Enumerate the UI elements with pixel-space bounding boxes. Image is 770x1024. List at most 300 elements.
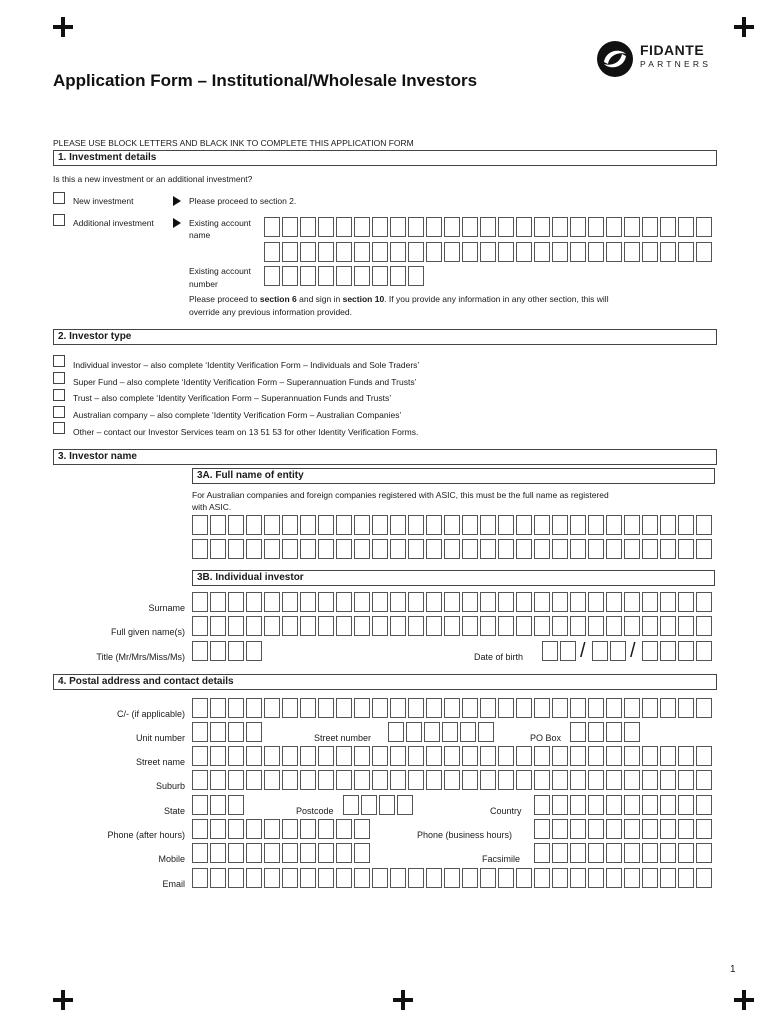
character-box[interactable]: [462, 242, 478, 262]
character-box[interactable]: [282, 515, 298, 535]
character-box[interactable]: [660, 592, 676, 612]
character-box[interactable]: [678, 515, 694, 535]
character-box[interactable]: [228, 795, 244, 815]
character-box[interactable]: [542, 641, 558, 661]
character-box[interactable]: [678, 592, 694, 612]
character-box[interactable]: [516, 592, 532, 612]
character-box[interactable]: [498, 746, 514, 766]
character-box[interactable]: [570, 868, 586, 888]
character-box[interactable]: [444, 242, 460, 262]
character-box[interactable]: [264, 868, 280, 888]
character-box[interactable]: [210, 843, 226, 863]
dob-month-boxes[interactable]: [592, 641, 628, 661]
character-box[interactable]: [228, 539, 244, 559]
character-box[interactable]: [534, 868, 550, 888]
surname-boxes[interactable]: [192, 592, 714, 612]
character-box[interactable]: [318, 266, 334, 286]
character-box[interactable]: [192, 515, 208, 535]
character-box[interactable]: [354, 770, 370, 790]
character-box[interactable]: [426, 868, 442, 888]
character-box[interactable]: [264, 698, 280, 718]
character-box[interactable]: [300, 592, 316, 612]
character-box[interactable]: [408, 746, 424, 766]
state-boxes[interactable]: [192, 795, 246, 815]
character-box[interactable]: [516, 515, 532, 535]
character-box[interactable]: [552, 698, 568, 718]
character-box[interactable]: [246, 592, 262, 612]
character-box[interactable]: [390, 698, 406, 718]
character-box[interactable]: [408, 217, 424, 237]
character-box[interactable]: [192, 795, 208, 815]
character-box[interactable]: [624, 795, 640, 815]
character-box[interactable]: [462, 217, 478, 237]
character-box[interactable]: [444, 217, 460, 237]
character-box[interactable]: [660, 819, 676, 839]
character-box[interactable]: [210, 539, 226, 559]
character-box[interactable]: [390, 242, 406, 262]
character-box[interactable]: [696, 616, 712, 636]
character-box[interactable]: [534, 819, 550, 839]
character-box[interactable]: [192, 592, 208, 612]
character-box[interactable]: [336, 746, 352, 766]
character-box[interactable]: [570, 539, 586, 559]
character-box[interactable]: [336, 242, 352, 262]
character-box[interactable]: [498, 616, 514, 636]
character-box[interactable]: [480, 616, 496, 636]
character-box[interactable]: [192, 843, 208, 863]
street-name-boxes[interactable]: [192, 746, 714, 766]
character-box[interactable]: [696, 868, 712, 888]
character-box[interactable]: [354, 539, 370, 559]
character-box[interactable]: [570, 770, 586, 790]
investor-type-other-checkbox[interactable]: [53, 422, 65, 434]
character-box[interactable]: [264, 592, 280, 612]
facsimile-boxes[interactable]: [534, 843, 714, 863]
character-box[interactable]: [534, 616, 550, 636]
character-box[interactable]: [534, 795, 550, 815]
character-box[interactable]: [642, 843, 658, 863]
po-box-boxes[interactable]: [570, 722, 642, 742]
character-box[interactable]: [498, 539, 514, 559]
character-box[interactable]: [462, 698, 478, 718]
character-box[interactable]: [606, 722, 622, 742]
character-box[interactable]: [552, 539, 568, 559]
character-box[interactable]: [264, 770, 280, 790]
character-box[interactable]: [696, 770, 712, 790]
character-box[interactable]: [444, 592, 460, 612]
character-box[interactable]: [606, 843, 622, 863]
character-box[interactable]: [570, 616, 586, 636]
character-box[interactable]: [570, 592, 586, 612]
character-box[interactable]: [444, 746, 460, 766]
character-box[interactable]: [678, 539, 694, 559]
character-box[interactable]: [408, 616, 424, 636]
character-box[interactable]: [282, 843, 298, 863]
character-box[interactable]: [552, 515, 568, 535]
character-box[interactable]: [300, 770, 316, 790]
character-box[interactable]: [480, 698, 496, 718]
character-box[interactable]: [336, 217, 352, 237]
character-box[interactable]: [642, 515, 658, 535]
character-box[interactable]: [498, 217, 514, 237]
mobile-boxes[interactable]: [192, 843, 372, 863]
character-box[interactable]: [192, 641, 208, 661]
character-box[interactable]: [228, 868, 244, 888]
character-box[interactable]: [372, 746, 388, 766]
character-box[interactable]: [570, 722, 586, 742]
character-box[interactable]: [606, 868, 622, 888]
character-box[interactable]: [336, 868, 352, 888]
character-box[interactable]: [246, 698, 262, 718]
character-box[interactable]: [570, 515, 586, 535]
character-box[interactable]: [588, 698, 604, 718]
character-box[interactable]: [318, 217, 334, 237]
character-box[interactable]: [300, 868, 316, 888]
character-box[interactable]: [318, 746, 334, 766]
character-box[interactable]: [210, 795, 226, 815]
character-box[interactable]: [300, 266, 316, 286]
character-box[interactable]: [264, 746, 280, 766]
character-box[interactable]: [696, 819, 712, 839]
character-box[interactable]: [588, 843, 604, 863]
character-box[interactable]: [696, 795, 712, 815]
character-box[interactable]: [354, 819, 370, 839]
character-box[interactable]: [282, 770, 298, 790]
character-box[interactable]: [426, 698, 442, 718]
character-box[interactable]: [624, 770, 640, 790]
character-box[interactable]: [192, 746, 208, 766]
character-box[interactable]: [570, 795, 586, 815]
character-box[interactable]: [246, 616, 262, 636]
character-box[interactable]: [516, 242, 532, 262]
character-box[interactable]: [660, 539, 676, 559]
character-box[interactable]: [606, 819, 622, 839]
character-box[interactable]: [354, 698, 370, 718]
character-box[interactable]: [354, 217, 370, 237]
character-box[interactable]: [300, 217, 316, 237]
character-box[interactable]: [624, 217, 640, 237]
character-box[interactable]: [192, 770, 208, 790]
character-box[interactable]: [570, 819, 586, 839]
character-box[interactable]: [390, 266, 406, 286]
character-box[interactable]: [300, 515, 316, 535]
character-box[interactable]: [192, 722, 208, 742]
character-box[interactable]: [696, 515, 712, 535]
character-box[interactable]: [426, 539, 442, 559]
character-box[interactable]: [480, 746, 496, 766]
character-box[interactable]: [444, 868, 460, 888]
character-box[interactable]: [606, 592, 622, 612]
character-box[interactable]: [570, 242, 586, 262]
character-box[interactable]: [478, 722, 494, 742]
character-box[interactable]: [498, 242, 514, 262]
character-box[interactable]: [318, 819, 334, 839]
character-box[interactable]: [624, 616, 640, 636]
investor-type-individual-checkbox[interactable]: [53, 355, 65, 367]
character-box[interactable]: [642, 242, 658, 262]
character-box[interactable]: [624, 515, 640, 535]
character-box[interactable]: [534, 746, 550, 766]
character-box[interactable]: [246, 770, 262, 790]
character-box[interactable]: [480, 242, 496, 262]
character-box[interactable]: [318, 616, 334, 636]
character-box[interactable]: [624, 722, 640, 742]
character-box[interactable]: [336, 266, 352, 286]
character-box[interactable]: [462, 868, 478, 888]
character-box[interactable]: [397, 795, 413, 815]
character-box[interactable]: [462, 746, 478, 766]
character-box[interactable]: [282, 868, 298, 888]
character-box[interactable]: [336, 698, 352, 718]
investor-type-trust-checkbox[interactable]: [53, 389, 65, 401]
character-box[interactable]: [210, 868, 226, 888]
character-box[interactable]: [300, 746, 316, 766]
character-box[interactable]: [462, 616, 478, 636]
character-box[interactable]: [642, 819, 658, 839]
character-box[interactable]: [192, 698, 208, 718]
dob-day-boxes[interactable]: [542, 641, 578, 661]
character-box[interactable]: [588, 539, 604, 559]
character-box[interactable]: [372, 616, 388, 636]
character-box[interactable]: [192, 539, 208, 559]
character-box[interactable]: [282, 592, 298, 612]
character-box[interactable]: [246, 868, 262, 888]
character-box[interactable]: [660, 843, 676, 863]
character-box[interactable]: [678, 746, 694, 766]
character-box[interactable]: [336, 843, 352, 863]
character-box[interactable]: [444, 539, 460, 559]
character-box[interactable]: [606, 746, 622, 766]
account-number-boxes[interactable]: [264, 266, 426, 286]
character-box[interactable]: [624, 843, 640, 863]
character-box[interactable]: [624, 539, 640, 559]
character-box[interactable]: [228, 616, 244, 636]
character-box[interactable]: [660, 641, 676, 661]
character-box[interactable]: [426, 616, 442, 636]
character-box[interactable]: [210, 819, 226, 839]
character-box[interactable]: [210, 616, 226, 636]
character-box[interactable]: [660, 515, 676, 535]
character-box[interactable]: [282, 266, 298, 286]
additional-investment-checkbox[interactable]: [53, 214, 65, 226]
character-box[interactable]: [354, 242, 370, 262]
character-box[interactable]: [246, 641, 262, 661]
character-box[interactable]: [660, 217, 676, 237]
character-box[interactable]: [592, 641, 608, 661]
character-box[interactable]: [408, 539, 424, 559]
character-box[interactable]: [300, 819, 316, 839]
character-box[interactable]: [534, 217, 550, 237]
character-box[interactable]: [642, 746, 658, 766]
character-box[interactable]: [354, 746, 370, 766]
character-box[interactable]: [642, 641, 658, 661]
character-box[interactable]: [642, 770, 658, 790]
country-boxes[interactable]: [534, 795, 714, 815]
character-box[interactable]: [552, 843, 568, 863]
phone-business-boxes[interactable]: [534, 819, 714, 839]
character-box[interactable]: [406, 722, 422, 742]
given-names-boxes[interactable]: [192, 616, 714, 636]
character-box[interactable]: [354, 843, 370, 863]
character-box[interactable]: [588, 868, 604, 888]
character-box[interactable]: [282, 616, 298, 636]
phone-after-hours-boxes[interactable]: [192, 819, 372, 839]
character-box[interactable]: [300, 843, 316, 863]
account-name-boxes-1[interactable]: [264, 217, 714, 237]
character-box[interactable]: [390, 515, 406, 535]
character-box[interactable]: [660, 698, 676, 718]
character-box[interactable]: [462, 770, 478, 790]
character-box[interactable]: [696, 698, 712, 718]
character-box[interactable]: [624, 242, 640, 262]
character-box[interactable]: [642, 539, 658, 559]
character-box[interactable]: [390, 539, 406, 559]
character-box[interactable]: [282, 242, 298, 262]
character-box[interactable]: [624, 868, 640, 888]
character-box[interactable]: [424, 722, 440, 742]
character-box[interactable]: [264, 515, 280, 535]
character-box[interactable]: [624, 698, 640, 718]
character-box[interactable]: [228, 698, 244, 718]
character-box[interactable]: [678, 843, 694, 863]
character-box[interactable]: [642, 868, 658, 888]
character-box[interactable]: [264, 843, 280, 863]
character-box[interactable]: [210, 641, 226, 661]
character-box[interactable]: [372, 242, 388, 262]
character-box[interactable]: [552, 795, 568, 815]
character-box[interactable]: [588, 746, 604, 766]
character-box[interactable]: [426, 592, 442, 612]
character-box[interactable]: [462, 515, 478, 535]
character-box[interactable]: [660, 795, 676, 815]
character-box[interactable]: [426, 217, 442, 237]
character-box[interactable]: [210, 592, 226, 612]
title-boxes[interactable]: [192, 641, 264, 661]
character-box[interactable]: [516, 217, 532, 237]
character-box[interactable]: [282, 746, 298, 766]
character-box[interactable]: [318, 843, 334, 863]
character-box[interactable]: [336, 616, 352, 636]
character-box[interactable]: [444, 770, 460, 790]
character-box[interactable]: [498, 592, 514, 612]
character-box[interactable]: [228, 515, 244, 535]
character-box[interactable]: [588, 515, 604, 535]
street-number-boxes[interactable]: [388, 722, 496, 742]
character-box[interactable]: [696, 539, 712, 559]
character-box[interactable]: [678, 868, 694, 888]
character-box[interactable]: [696, 217, 712, 237]
character-box[interactable]: [300, 616, 316, 636]
character-box[interactable]: [696, 641, 712, 661]
character-box[interactable]: [361, 795, 377, 815]
character-box[interactable]: [390, 616, 406, 636]
character-box[interactable]: [678, 217, 694, 237]
character-box[interactable]: [390, 746, 406, 766]
character-box[interactable]: [336, 770, 352, 790]
character-box[interactable]: [408, 266, 424, 286]
character-box[interactable]: [678, 819, 694, 839]
character-box[interactable]: [516, 539, 532, 559]
character-box[interactable]: [408, 592, 424, 612]
character-box[interactable]: [642, 592, 658, 612]
character-box[interactable]: [318, 242, 334, 262]
character-box[interactable]: [300, 242, 316, 262]
character-box[interactable]: [318, 698, 334, 718]
character-box[interactable]: [264, 819, 280, 839]
character-box[interactable]: [264, 539, 280, 559]
character-box[interactable]: [610, 641, 626, 661]
character-box[interactable]: [210, 722, 226, 742]
new-investment-checkbox[interactable]: [53, 192, 65, 204]
character-box[interactable]: [534, 592, 550, 612]
character-box[interactable]: [318, 515, 334, 535]
character-box[interactable]: [588, 217, 604, 237]
character-box[interactable]: [642, 795, 658, 815]
character-box[interactable]: [318, 539, 334, 559]
character-box[interactable]: [354, 515, 370, 535]
character-box[interactable]: [210, 746, 226, 766]
character-box[interactable]: [246, 843, 262, 863]
character-box[interactable]: [660, 746, 676, 766]
character-box[interactable]: [480, 539, 496, 559]
character-box[interactable]: [228, 722, 244, 742]
character-box[interactable]: [282, 217, 298, 237]
character-box[interactable]: [408, 698, 424, 718]
character-box[interactable]: [228, 819, 244, 839]
care-of-boxes[interactable]: [192, 698, 714, 718]
character-box[interactable]: [336, 592, 352, 612]
character-box[interactable]: [388, 722, 404, 742]
character-box[interactable]: [210, 698, 226, 718]
character-box[interactable]: [624, 819, 640, 839]
character-box[interactable]: [192, 819, 208, 839]
character-box[interactable]: [570, 698, 586, 718]
email-boxes[interactable]: [192, 868, 714, 888]
character-box[interactable]: [642, 616, 658, 636]
character-box[interactable]: [282, 698, 298, 718]
character-box[interactable]: [426, 242, 442, 262]
account-name-boxes-2[interactable]: [264, 242, 714, 262]
character-box[interactable]: [516, 770, 532, 790]
character-box[interactable]: [426, 746, 442, 766]
character-box[interactable]: [588, 795, 604, 815]
character-box[interactable]: [552, 616, 568, 636]
character-box[interactable]: [408, 242, 424, 262]
character-box[interactable]: [372, 592, 388, 612]
character-box[interactable]: [336, 539, 352, 559]
character-box[interactable]: [246, 722, 262, 742]
character-box[interactable]: [372, 868, 388, 888]
character-box[interactable]: [372, 217, 388, 237]
character-box[interactable]: [300, 539, 316, 559]
character-box[interactable]: [264, 217, 280, 237]
character-box[interactable]: [588, 242, 604, 262]
character-box[interactable]: [696, 746, 712, 766]
character-box[interactable]: [408, 868, 424, 888]
suburb-boxes[interactable]: [192, 770, 714, 790]
entity-name-boxes-1[interactable]: [192, 515, 714, 535]
unit-boxes[interactable]: [192, 722, 264, 742]
entity-name-boxes-2[interactable]: [192, 539, 714, 559]
character-box[interactable]: [606, 616, 622, 636]
character-box[interactable]: [336, 515, 352, 535]
character-box[interactable]: [678, 770, 694, 790]
character-box[interactable]: [552, 770, 568, 790]
character-box[interactable]: [444, 698, 460, 718]
character-box[interactable]: [372, 539, 388, 559]
investor-type-company-checkbox[interactable]: [53, 406, 65, 418]
character-box[interactable]: [462, 592, 478, 612]
